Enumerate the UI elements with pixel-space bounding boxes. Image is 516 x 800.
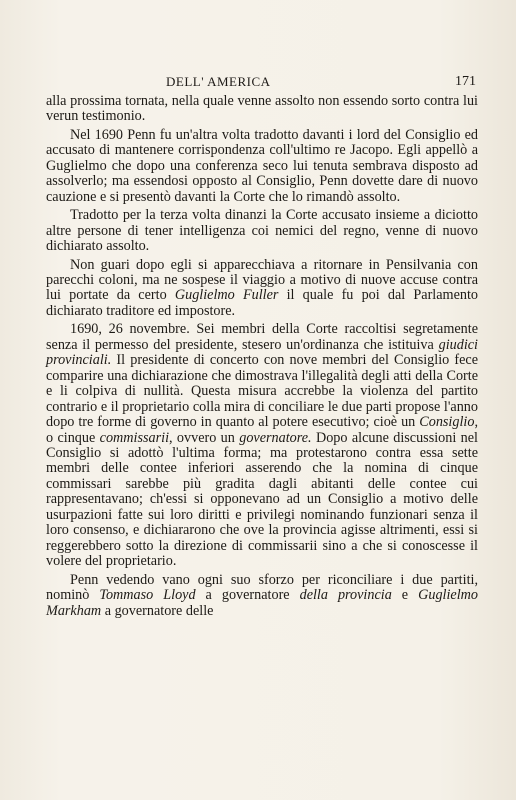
text-run: Nel 1690 Penn fu un'altra volta tradotto davanti i lord del Consiglio ed accusato di mantenere corrispondenza coll'ultimo re Jacopo. Egli appellò a Guglielmo che dopo una conferenza seco lui tenuta sembrava disposto ad assolverlo; ma essendosi opposto al Consiglio, Penn dovette dare di nuovo cauzione e si presentò davanti la Corte che lo rimandò assolto. [46,126,478,205]
italic-text: Consiglio [419,414,475,431]
text-run: Il presidente di concerto con nove membri del Consiglio fece comparire una dichiarazione che dimostrava l'illegalità degli atti della Corte e li colpiva di nullità. Questa misura accrebbe la violenza del partito contrario e il proprietario colla mira di conciliare le due parti propose l'anno dopo tre forme di governo in quanto al potere esecutivo; cioè un [46,352,478,431]
text-run: Tradotto per la terza volta dinanzi la Corte accusato insieme a diciotto altre persone di tener intelligenza coi nemici del regno, venne di nuovo dichiarato assolto. [46,207,478,255]
text-run: Penn vedendo vano ogni suo sforzo per riconciliare i due partiti, nominò [46,571,478,604]
text-run: Dopo alcune discussioni nel Consiglio si adottò l'ultima forma; ma protestarono contra essa sette membri delle contee inferiori asserendo che la nomina di cinque commissari sarebbe più gradita dagli abitanti delle contee cui rappresentavano; ch'essi si opponevano ad un Consiglio a motivo delle usurpazioni fatte sui loro diritti e privilegi nominando funzionari senza il loro consenso, e dichiararono che ove la provincia agisse altrimenti, essi si reggerebbero sotto la direzione di commissarii sino a che si conoscesse il volere del proprietario. [46,429,478,570]
italic-text: Tommaso Lloyd [99,587,196,604]
italic-text: giudici provinciali. [46,336,478,369]
italic-text: Guglielmo Fuller [174,287,279,304]
text-run: alla prossima tornata, nella quale venne assolto non essendo sorto contra lui verun testimonio. [46,93,478,125]
italic-text: commissarii [99,429,170,446]
text-run: a governatore [195,587,300,604]
paragraph [46,258,478,320]
text-run: a governatore delle [101,602,214,619]
italic-text: Guglielmo Markham [46,587,479,619]
text-run: 1690, 26 novembre. Sei membri della Corte raccoltisi segretamente senza il permesso del presidente, stesero un'ordinanza che istituiva [46,321,478,353]
body-text [46,94,478,622]
paragraph [46,128,478,205]
text-run: il quale fu poi dal Parlamento dichiarato traditore ed impostore. [46,287,479,319]
italic-text: della provincia [299,587,392,604]
paragraph [46,322,478,569]
text-run: Non guari dopo egli si apparecchiava a ritornare in Pensilvania con parecchi coloni, ma ne sospese il viaggio a motivo di nuove accuse contra lui portate da certo [46,256,478,304]
text-run: , ovvero un [169,429,240,446]
page-number: 171 [455,74,476,89]
page-header [44,74,484,92]
paragraph [46,208,478,254]
paragraph [46,94,478,125]
paragraph [46,573,478,619]
text-run: e [391,587,419,604]
italic-text: governatore. [239,429,312,446]
text-run: , o cinque [46,414,478,446]
running-head: DELL' AMERICA [166,74,271,89]
